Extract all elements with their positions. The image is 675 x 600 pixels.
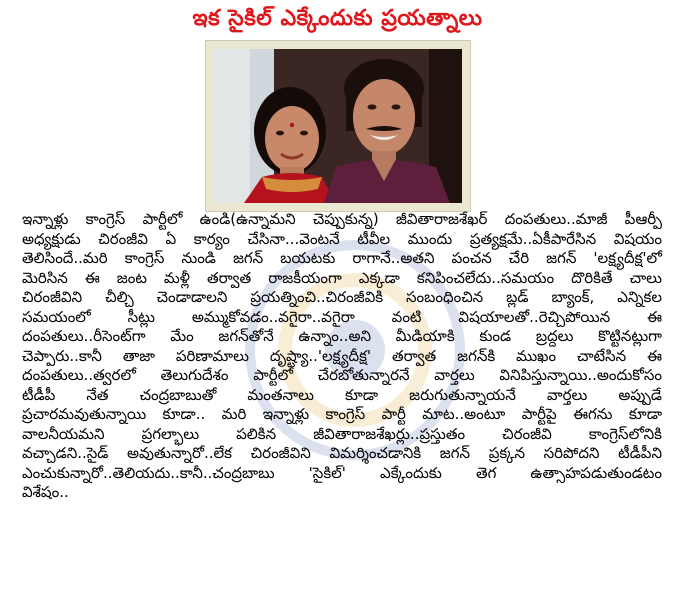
article-line: దంపతులు..రీసెంట్‌గా మేం జగన్‌తోనే ఉన్నాం..అని మీడియాకి కుండ బ్రద్దలు కొట్టినట్లుగా <box>22 327 662 345</box>
headline: ఇక సైకిల్ ఎక్కేందుకు ప్రయత్నాలు <box>192 6 483 31</box>
article-line: టీడీపీ నేత చంద్రబాబుతో మంతనాలు కూడా జరుగుతున్నాయనే వార్తలు అప్పుడే <box>22 385 662 404</box>
article-body <box>22 210 662 503</box>
article-line: ప్రచారమవుతున్నాయి కూడా.. మరి ఇన్నాళ్లు కాంగ్రెస్ పార్టీ మాట..అంటూ పార్టీపై ఈగను కూడా <box>22 405 662 423</box>
article-line: మెరిసిన ఈ జంట మళ్లీ తర్వాత రాజకీయంగా ఎక్కడా కనిపించలేదు..సమయం దొరికితే చాలు <box>22 268 662 287</box>
photo-frame <box>205 40 471 212</box>
article-line: దంపతులు..త్వరలో తెలుగుదేశం పార్టీలో చేరబోతున్నారనే వార్తలు వినిపిస్తున్నాయి..అందుకోసం <box>22 366 662 384</box>
couple-photo <box>214 49 462 203</box>
article-line: చిరంజీవిని చీల్చి చెండాడాలని ప్రయత్నించి..చిరంజీవికి సంబంధించిన బ్లడ్ బ్యాంక్, ఎన్నికల <box>22 288 662 306</box>
article-line: సమయంలో సీట్లు అమ్ముకోవడం..వగైరా..వగైరా వంటి విషయాలతో..రెచ్చిపోయిన ఈ <box>22 307 662 326</box>
article-line: తెలిసిందే..మరి కాంగ్రెస్ నుండి జగన్ బయటకు రాగానే..అతని పంచన చేరి జగన్ 'లక్ష్యదీక్ష'లో <box>22 249 662 267</box>
article-line: వచ్చాడని..సైడ్ అవుతున్నారో..లేక చిరంజీవిని విమర్శించడానికి జగన్ ప్రక్కన సరిపోదని టీడీపీని <box>22 444 662 462</box>
article-line: అధ్యక్షుడు చిరంజీవి ఏ కార్యం చేసినా...వెంటనే టీవీల ముందు ప్రత్యక్షమే..ఏకీపారేసిన విషయం <box>22 229 662 248</box>
article-line: విశేషం.. <box>22 483 69 501</box>
article-line: ఇన్నాళ్లు కాంగ్రెస్ పార్టీలో ఉండి(ఉన్నామని చెప్పుకున్న) జీవితారాజశేఖర్ దంపతులు..మాజీ పీఆర్పీ <box>22 210 662 228</box>
article-line: చెప్పారు..కానీ తాజా పరిణామాలు దృష్ట్యా..'లక్ష్యదీక్ష' తర్వాత జగన్‌కి ముఖం చాటేసిన ఈ <box>22 346 662 365</box>
article-line: వాలనీయమని ప్రగల్భాలు పలికిన జీవితారాజశేఖర్లు..ప్రస్తుతం చిరంజీవి కాంగ్రెస్‌లోనికి <box>22 424 662 443</box>
article-line: ఎంచుకున్నారో..తెలియదు..కానీ..చంద్రబాబు 'సైకిల్' ఎక్కేందుకు తెగ ఉత్సాహపడుతుండటం <box>22 463 662 482</box>
